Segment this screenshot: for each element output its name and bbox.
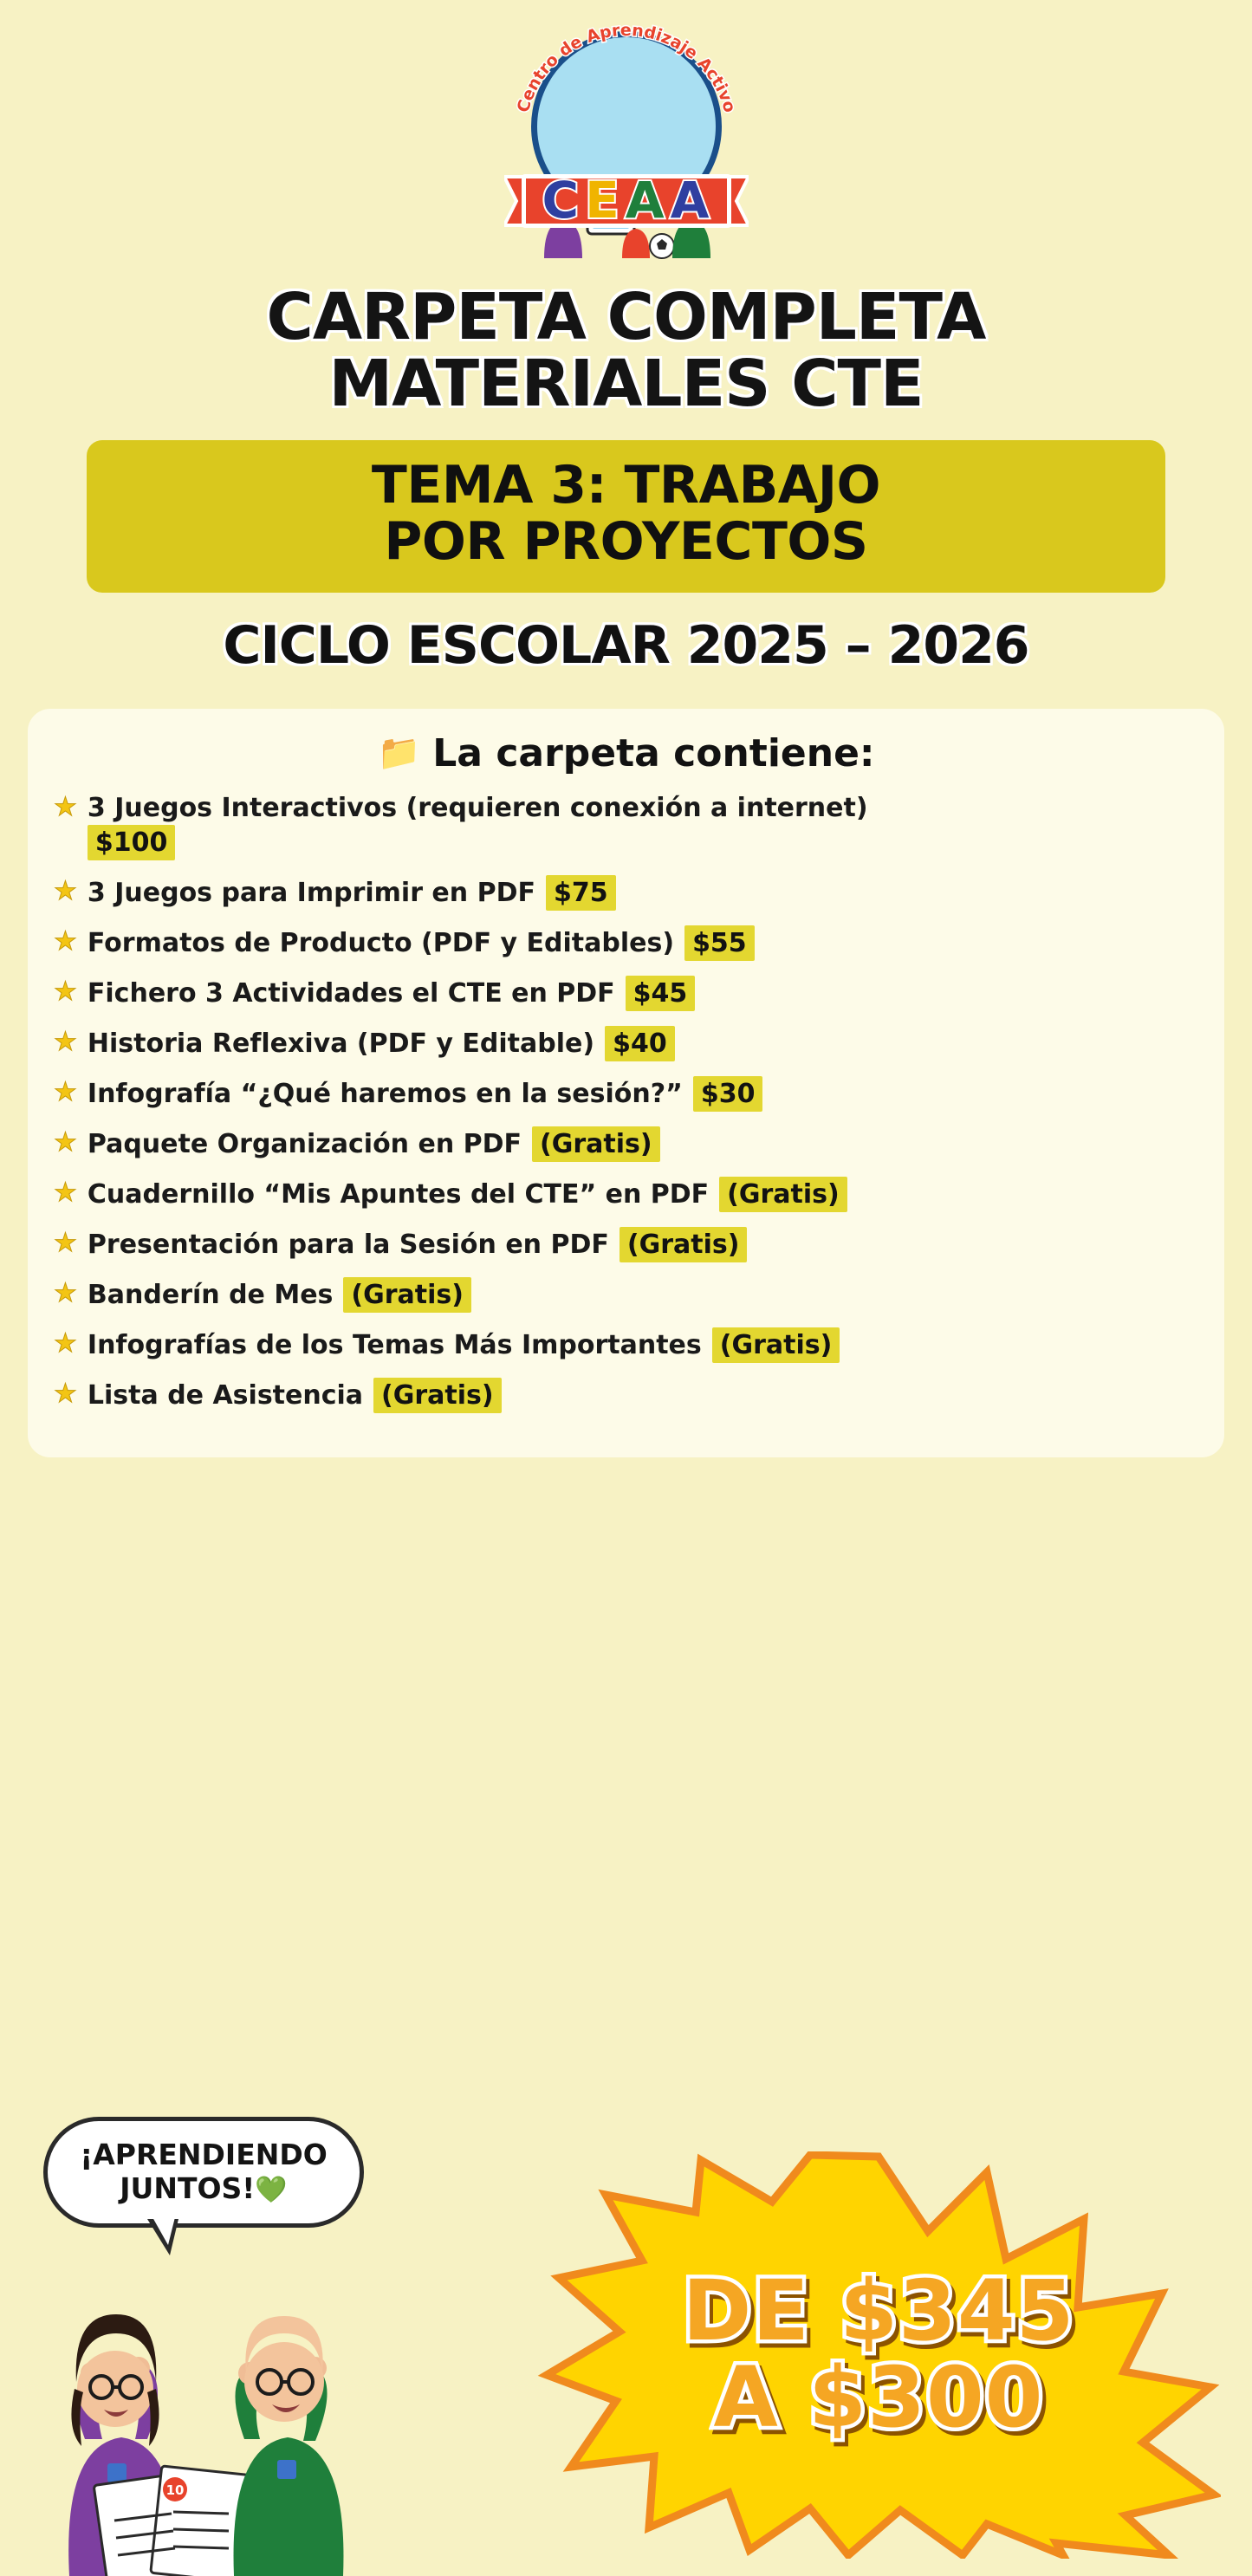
svg-text:Centro de Aprendizaje Activo: Centro de Aprendizaje Activo xyxy=(513,20,739,115)
list-item-text: Fichero 3 Actividades el CTE en PDF $45 xyxy=(88,976,695,1011)
topic-band-line1: TEMA 3: TRABAJO xyxy=(371,454,881,516)
star-icon: ★ xyxy=(54,977,77,1006)
price-badge: (Gratis) xyxy=(343,1277,471,1313)
page-title xyxy=(0,280,1252,421)
bottom-section xyxy=(0,2108,1252,2576)
logo-letters xyxy=(522,168,731,232)
folder-icon: 📁 xyxy=(377,733,421,773)
list-item xyxy=(54,1327,1198,1363)
list-item xyxy=(54,1378,1198,1413)
logo-letter-c: C xyxy=(542,171,581,230)
star-icon: ★ xyxy=(54,926,77,956)
star-icon: ★ xyxy=(54,1027,77,1056)
contents-list xyxy=(50,791,1202,1413)
price-badge: $75 xyxy=(546,875,616,911)
topic-band xyxy=(87,440,1165,593)
list-item xyxy=(54,1277,1198,1313)
list-item-text: Presentación para la Sesión en PDF (Gratis) xyxy=(88,1227,748,1262)
list-item-text: 3 Juegos Interactivos (requieren conexión a internet) $100 xyxy=(88,791,868,860)
logo-letter-e: E xyxy=(585,171,620,230)
topic-band-line2: POR PROYECTOS xyxy=(384,510,868,572)
teachers-illustration xyxy=(17,2203,468,2576)
page-title-line1: CARPETA COMPLETA xyxy=(266,280,986,354)
school-cycle: CICLO ESCOLAR 2025 – 2026 xyxy=(223,614,1029,676)
list-item-text: Cuadernillo “Mis Apuntes del CTE” en PDF (Gratis) xyxy=(88,1177,847,1212)
price-badge: $100 xyxy=(88,825,176,860)
list-item-text: Infografía “¿Qué haremos en la sesión?” $30 xyxy=(88,1076,763,1112)
star-icon: ★ xyxy=(54,1077,77,1106)
star-icon: ★ xyxy=(54,1379,77,1408)
page-title-line2: MATERIALES CTE xyxy=(328,346,924,421)
list-item-text: 3 Juegos para Imprimir en PDF $75 xyxy=(88,875,616,911)
list-item xyxy=(54,1177,1198,1212)
contents-card-title xyxy=(50,731,1202,775)
offer-line2: A $300 xyxy=(713,2349,1044,2446)
starburst-icon xyxy=(536,2151,1221,2559)
speech-bubble-line2-wrap xyxy=(120,2172,287,2206)
price-badge: $55 xyxy=(684,925,755,961)
contents-card-title-text: La carpeta contiene: xyxy=(432,730,875,775)
star-icon: ★ xyxy=(54,792,77,821)
list-item xyxy=(54,1227,1198,1262)
price-badge: $40 xyxy=(605,1026,675,1061)
list-item xyxy=(54,1076,1198,1112)
speech-bubble-line2: JUNTOS! xyxy=(120,2171,256,2205)
list-item-text: Historia Reflexiva (PDF y Editable) $40 xyxy=(88,1026,675,1061)
offer-starburst xyxy=(536,2151,1221,2559)
price-badge: (Gratis) xyxy=(620,1227,748,1262)
star-icon: ★ xyxy=(54,1278,77,1307)
star-icon: ★ xyxy=(54,1127,77,1157)
star-icon: ★ xyxy=(54,1328,77,1358)
price-badge: (Gratis) xyxy=(712,1327,840,1363)
star-icon: ★ xyxy=(54,1178,77,1207)
list-item xyxy=(54,875,1198,911)
logo-letter-a1: A xyxy=(625,171,665,230)
svg-text:10: 10 xyxy=(165,2482,185,2498)
list-item xyxy=(54,1026,1198,1061)
list-item xyxy=(54,1126,1198,1162)
list-item-text: Formatos de Producto (PDF y Editables) $55 xyxy=(88,925,755,961)
logo-header xyxy=(0,0,1252,276)
list-item xyxy=(54,925,1198,961)
list-item xyxy=(54,976,1198,1011)
heart-icon: 💚 xyxy=(255,2175,288,2205)
price-badge: (Gratis) xyxy=(719,1177,847,1212)
list-item xyxy=(54,791,1198,860)
ceaa-logo xyxy=(483,16,769,276)
list-item-text: Infografías de los Temas Más Importantes (Gratis) xyxy=(88,1327,840,1363)
speech-bubble-line1: ¡APRENDIENDO xyxy=(80,2138,328,2172)
offer-line1: DE $345 xyxy=(682,2262,1075,2360)
star-icon: ★ xyxy=(54,876,77,905)
logo-letter-a2: A xyxy=(670,171,710,230)
man-figure xyxy=(234,2316,344,2576)
contents-card xyxy=(28,709,1224,1457)
checklist-papers xyxy=(94,2466,251,2576)
price-badge: $30 xyxy=(693,1076,763,1112)
price-badge: (Gratis) xyxy=(532,1126,660,1162)
price-badge: $45 xyxy=(626,976,696,1011)
star-icon: ★ xyxy=(54,1228,77,1257)
list-item-text: Lista de Asistencia (Gratis) xyxy=(88,1378,502,1413)
price-badge: (Gratis) xyxy=(373,1378,502,1413)
list-item-text: Paquete Organización en PDF (Gratis) xyxy=(88,1126,660,1162)
list-item-text: Banderín de Mes (Gratis) xyxy=(88,1277,471,1313)
